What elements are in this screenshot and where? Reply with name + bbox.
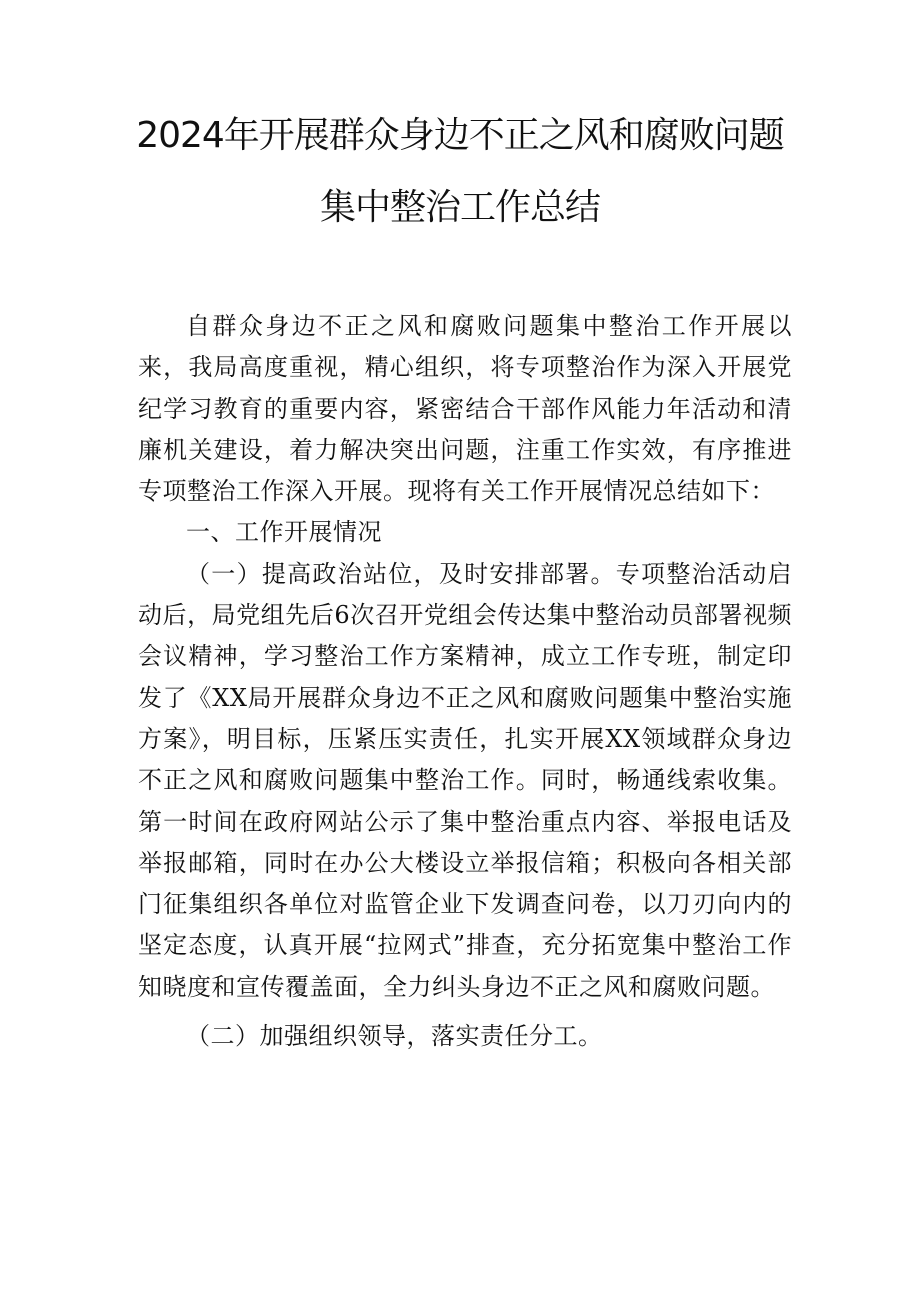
item-2-heading: （二）加强组织领导，落实责任分工。 — [186, 1022, 603, 1051]
document-title — [0, 115, 920, 228]
item-1-paragraph: （一）提高政治站位，及时安排部署。专项整治活动启动后，局党组先后6次召开党组会传达集中整治动员部署视频会议精神，学习整治工作方案精神，成立工作专班，制定印发了《XX局开展群众身边不正之风和腐败问题集中整治实施方案》，明目标，压紧压实责任，扎实开展XX领域群众身边不正之风和腐败问题集中整治工作。同时，畅通线索收集。第一时间在政府网站公示了集中整治重点内容、举报电话及举报邮箱，同时在办公大楼设立举报信箱；积极向各相关部门征集组织各单位对监管企业下发调查问卷，以刀刃向内的坚定态度，认真开展“拉网式”排查，充分拓宽集中整治工作知晓度和宣传覆盖面，全力纠头身边不正之风和腐败问题。 — [138, 559, 792, 1001]
title-line-1: 2024年开展群众身边不正之风和腐败问题 — [136, 115, 784, 156]
section-1-heading: 一、工作开展情况 — [186, 518, 382, 547]
title-line-2: 集中整治工作总结 — [319, 187, 600, 228]
intro-paragraph: 自群众身边不正之风和腐败问题集中整治工作开展以来，我局高度重视，精心组织，将专项整治作为深入开展党纪学习教育的重要内容，紧密结合干部作风能力年活动和清廉机关建设，着力解决突出问题，注重工作实效，有序推进专项整治工作深入开展。现将有关工作开展情况总结如下： — [138, 312, 792, 506]
document-body — [138, 306, 792, 1057]
